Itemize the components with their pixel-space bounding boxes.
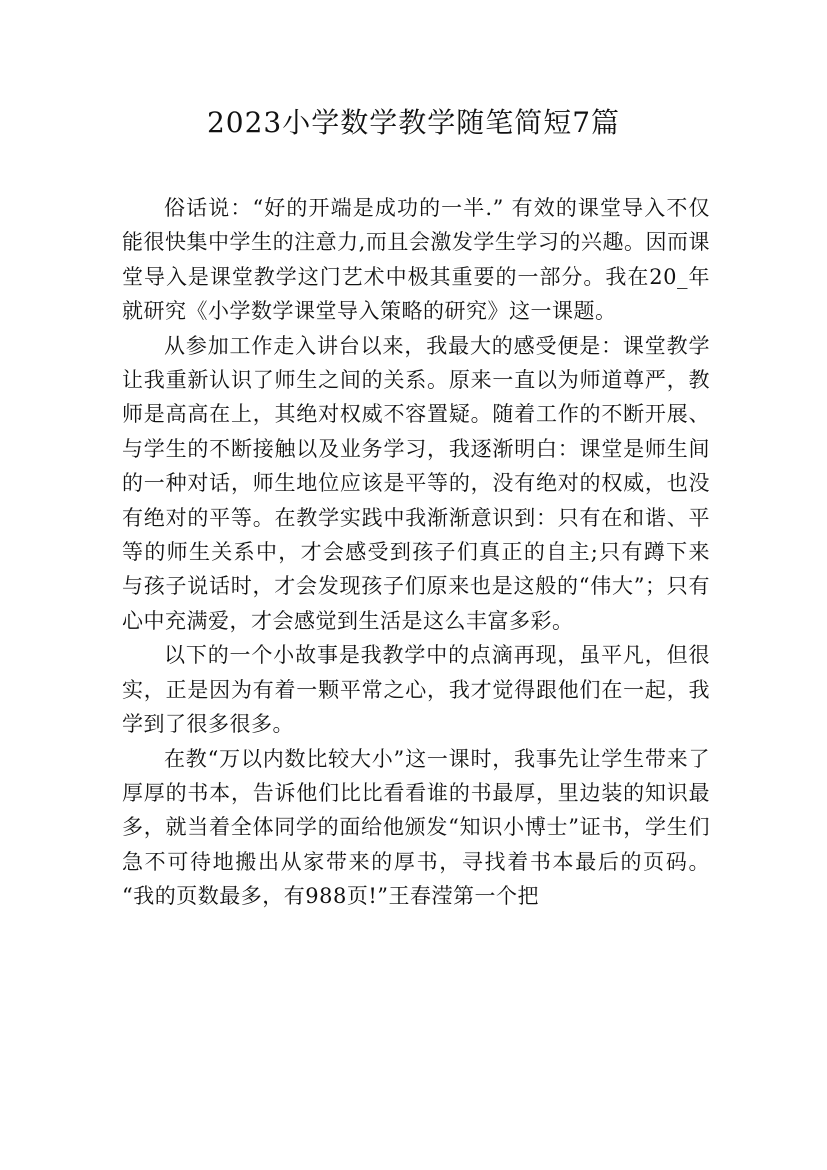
document-body	[122, 191, 710, 914]
paragraph-4: 在教“万以内数比较大小”这一课时，我事先让学生带来了厚厚的书本，告诉他们比比看看谁的书最厚，里边装的知识最多，就当着全体同学的面给他颁发“知识小博士”证书，学生们急不可待地搬出从家带来的厚书，寻找着书本最后的页码。 “我的页数最多，有988页!”王春滢第一个把	[122, 746, 710, 909]
paragraph-1: 俗话说：“好的开端是成功的一半.” 有效的课堂导入不仅能很快集中学生的注意力,而且会激发学生学习的兴趣。因而课堂导入是课堂教学这门艺术中极其重要的一部分。我在20_年就研究《小学数学课堂导入策略的研究》这一课题。	[122, 196, 710, 324]
paragraph-2: 从参加工作走入讲台以来，我最大的感受便是：课堂教学让我重新认识了师生之间的关系。原来一直以为师道尊严，教师是高高在上，其绝对权威不容置疑。随着工作的不断开展、与学生的不断接触以及业务学习，我逐渐明白：课堂是师生间的一种对话，师生地位应该是平等的，没有绝对的权威，也没有绝对的平等。在教学实践中我渐渐意识到：只有在和谐、平等的师生关系中，才会感受到孩子们真正的自主;只有蹲下来与孩子说话时，才会发现孩子们原来也是这般的“伟大”；只有心中充满爱，才会感觉到生活是这么丰富多彩。	[122, 333, 710, 633]
document-title: 2023小学数学教学随笔简短7篇	[206, 106, 621, 139]
paragraph-3: 以下的一个小故事是我教学中的点滴再现，虽平凡，但很实，正是因为有着一颗平常之心，我才觉得跟他们在一起，我学到了很多很多。	[122, 643, 710, 737]
